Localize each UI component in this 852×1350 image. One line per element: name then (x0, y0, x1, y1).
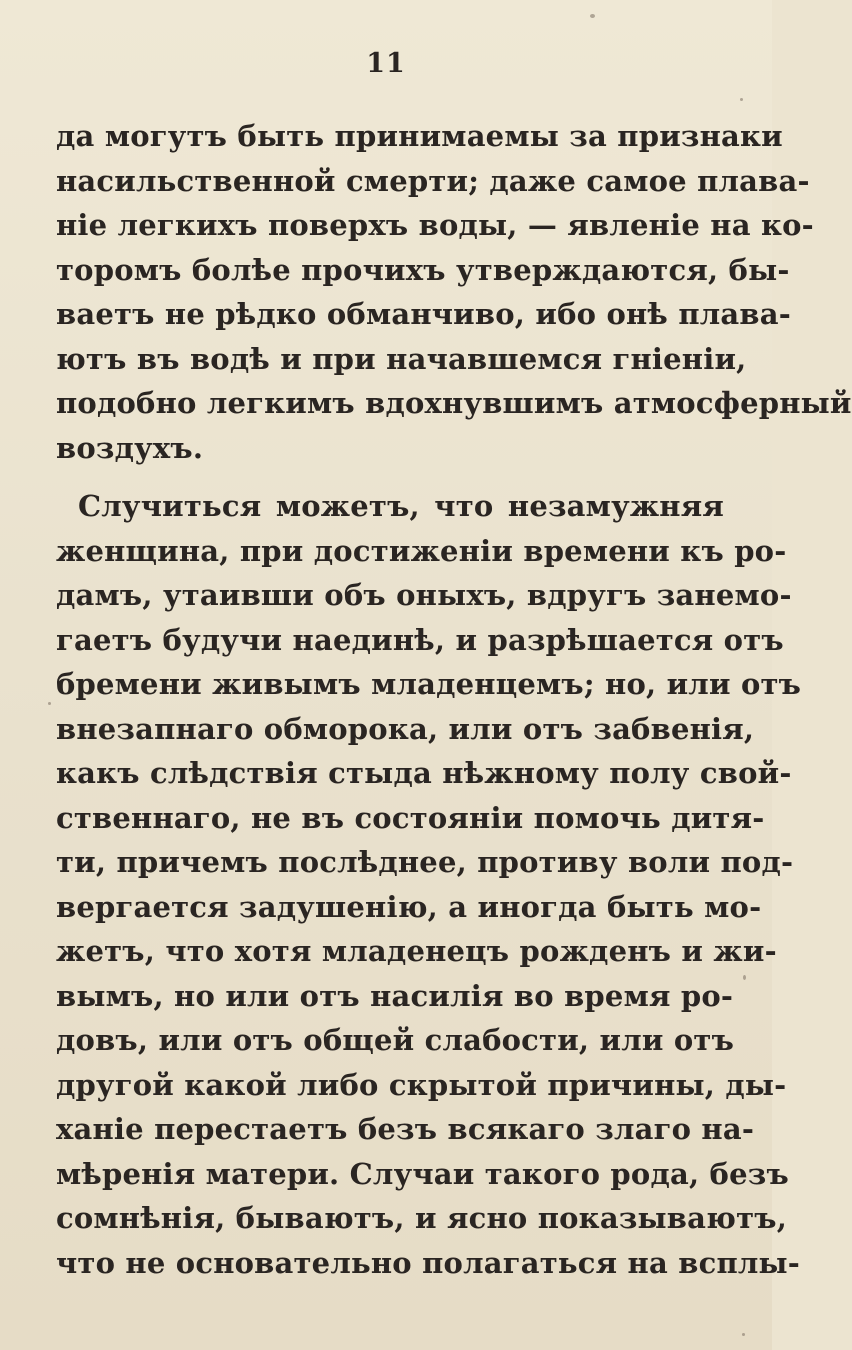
paragraph (56, 484, 802, 1285)
ink-speck (740, 98, 743, 101)
text-line: что не основательно полагаться на всплы- (56, 1245, 801, 1280)
text-line: какъ слѣдствія стыда нѣжному полу свой- (56, 756, 792, 790)
text-line: ніе легкихъ поверхъ воды, — явленіе на ко- (56, 208, 814, 242)
text-line: ти, причемъ послѣднее, противу воли под- (56, 845, 794, 879)
ink-speck (590, 14, 595, 18)
text-line: довъ, или отъ общей слабости, или отъ (56, 1023, 735, 1057)
text-line: воздухъ. (56, 430, 204, 465)
text-line: Случиться можетъ, что незамужняя (78, 489, 724, 523)
text-line: ственнаго, не въ состояніи помочь дитя- (56, 800, 765, 835)
paragraph-gap (56, 470, 724, 484)
text-line: гаетъ будучи наединѣ, и разрѣшается отъ (56, 622, 784, 657)
ink-speck (48, 702, 51, 705)
ink-speck (743, 975, 746, 980)
text-line: насильственной смерти; даже самое плава- (56, 163, 810, 198)
text-line: вымъ, но или отъ насилія во время ро- (56, 978, 734, 1013)
text-line: ютъ въ водѣ и при начавшемся гніеніи, (56, 341, 747, 376)
text-line: жетъ, что хотя младенецъ рожденъ и жи- (56, 934, 777, 968)
text-line: ханіе перестаетъ безъ всякаго злаго на- (56, 1112, 755, 1146)
text-line: женщина, при достиженіи времени къ ро- (56, 533, 787, 568)
text-line: сомнѣнія, бываютъ, и ясно показываютъ, (56, 1201, 787, 1235)
text-line: ваетъ не рѣдко обманчиво, ибо онѣ плава- (56, 297, 791, 331)
text-line: подобно легкимъ вдохнувшимъ атмосферный (56, 386, 852, 420)
text-line: внезапнаго обморока, или отъ забвенія, (56, 711, 755, 746)
text-line: мѣренія матери. Случаи такого рода, безъ (56, 1156, 789, 1191)
text-line: другой какой либо скрытой причины, ды- (56, 1067, 787, 1102)
text-line: бремени живымъ младенцемъ; но, или отъ (56, 667, 802, 701)
text-line: вергается задушенію, а иногда быть мо- (56, 889, 762, 924)
text-line: дамъ, утаивши объ оныхъ, вдругъ занемо- (56, 578, 792, 612)
text-line: торомъ болѣе прочихъ утверждаются, бы- (56, 252, 790, 287)
page-number: 11 (366, 48, 406, 79)
text-line: да могутъ быть принимаемы за признаки (56, 119, 783, 153)
paragraph (56, 114, 852, 470)
ink-speck (742, 1333, 745, 1336)
body-text (56, 114, 852, 1285)
